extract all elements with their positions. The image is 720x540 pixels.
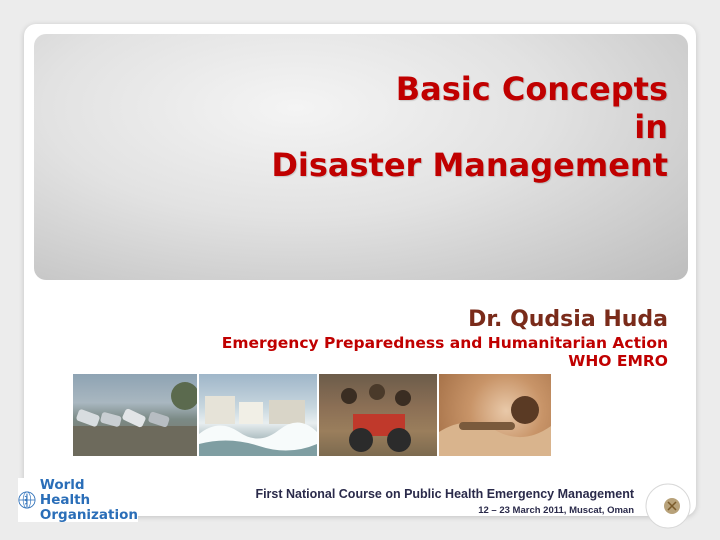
- title-line-3: Disaster Management: [271, 146, 668, 184]
- tractor-flood-photo: [319, 374, 437, 456]
- presenter-name: Dr. Qudsia Huda: [468, 307, 668, 332]
- course-dates: 12 – 23 March 2011, Muscat, Oman: [478, 505, 634, 516]
- flooded-cars-photo: [73, 374, 197, 456]
- who-logo: [18, 478, 138, 522]
- title-line-1: Basic Concepts: [395, 70, 668, 108]
- course-title: First National Course on Public Health Emergency Management: [255, 487, 634, 501]
- who-logo-line-2: Organization: [39, 506, 138, 523]
- footer: [255, 486, 634, 518]
- presenter-affiliation: Emergency Preparedness and Humanitarian Action: [221, 334, 668, 352]
- flood-wave-photo: [199, 374, 317, 456]
- slide-title: [68, 70, 668, 184]
- red-crescent-logo-icon: [642, 480, 694, 532]
- photo-strip: [73, 374, 551, 456]
- who-logo-line-1: World Health: [39, 476, 91, 508]
- person-in-water-photo: [439, 374, 551, 456]
- title-line-2: in: [634, 108, 668, 146]
- presenter-organization: WHO EMRO: [568, 352, 668, 370]
- who-logo-text: [40, 478, 138, 523]
- presenter-block: [222, 306, 668, 370]
- who-emblem-icon: [18, 479, 36, 521]
